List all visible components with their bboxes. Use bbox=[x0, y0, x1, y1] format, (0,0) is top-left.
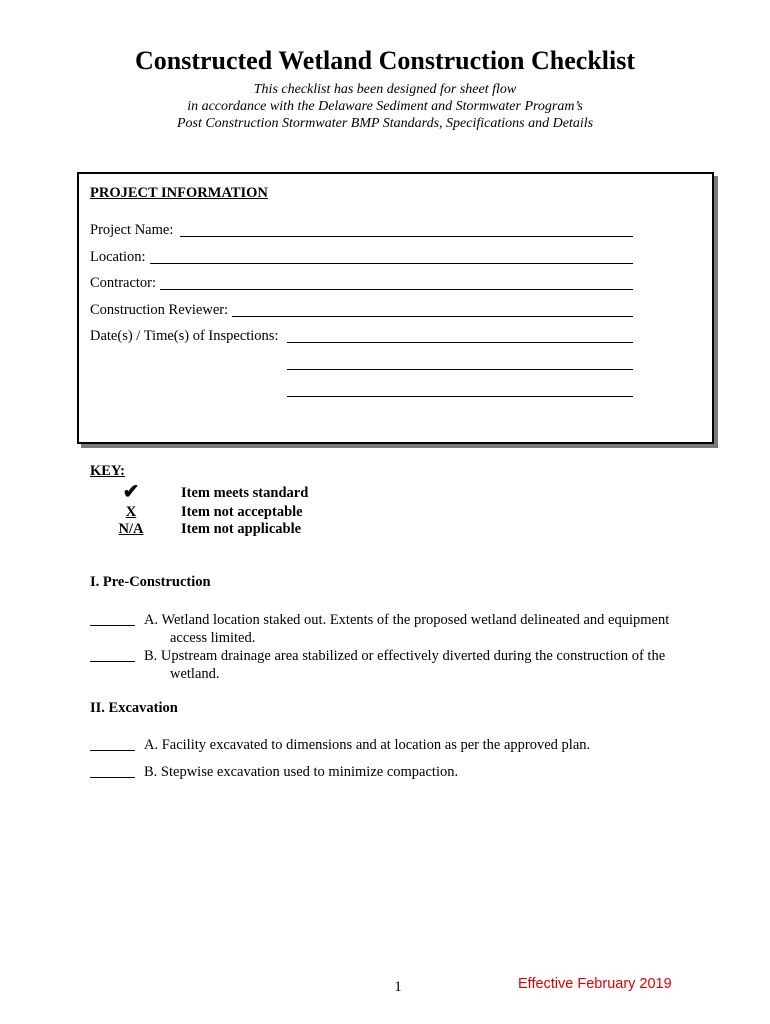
key-not-applicable: Item not applicable bbox=[181, 521, 302, 537]
check-blank-1a[interactable] bbox=[90, 625, 135, 626]
check-blank-2a[interactable] bbox=[90, 750, 135, 751]
project-information-heading: PROJECT INFORMATION bbox=[90, 185, 268, 201]
inspection-dates-field-1[interactable] bbox=[287, 342, 633, 343]
checklist-item-2a-line1: A. Facility excavated to dimensions and at location as per the approved plan. bbox=[144, 737, 591, 753]
location-label: Location: bbox=[90, 249, 146, 265]
checklist-item-2a bbox=[144, 736, 714, 754]
checkmark-icon: ✔ bbox=[122, 481, 140, 503]
contractor-field[interactable] bbox=[160, 289, 633, 290]
subtitle-line-3: Post Construction Stormwater BMP Standards, Specifications and Details bbox=[176, 116, 594, 131]
inspection-dates-field-2[interactable] bbox=[287, 369, 633, 370]
check-blank-1b[interactable] bbox=[90, 661, 135, 662]
contractor-label: Contractor: bbox=[90, 275, 157, 291]
key-symbol-na: N/A bbox=[118, 521, 144, 537]
checklist-item-1a-line1: A. Wetland location staked out. Extents of the proposed wetland delineated and equipment bbox=[144, 612, 670, 628]
checklist-item-1b-line2: wetland. bbox=[170, 666, 220, 682]
page-title: Constructed Wetland Construction Checklist bbox=[134, 46, 636, 75]
checklist-item-1b-line1: B. Upstream drainage area stabilized or effectively diverted during the construction of the bbox=[144, 648, 666, 664]
section-excavation-heading: II. Excavation bbox=[90, 700, 178, 716]
project-name-label: Project Name: bbox=[90, 222, 174, 238]
project-name-field[interactable] bbox=[180, 236, 633, 237]
inspection-dates-field-3[interactable] bbox=[287, 396, 633, 397]
subtitle-line-2: in accordance with the Delaware Sediment and Stormwater Program’s bbox=[187, 99, 583, 114]
page-number: 1 bbox=[394, 979, 402, 995]
location-field[interactable] bbox=[150, 263, 633, 264]
section-pre-construction-heading: I. Pre-Construction bbox=[90, 574, 211, 590]
checklist-item-2b-line1: B. Stepwise excavation used to minimize compaction. bbox=[144, 764, 459, 780]
key-symbol-x: X bbox=[125, 504, 137, 520]
checklist-item-1b bbox=[144, 647, 714, 683]
checklist-item-1a-line2: access limited. bbox=[170, 630, 256, 646]
construction-reviewer-label: Construction Reviewer: bbox=[90, 302, 229, 318]
key-not-acceptable: Item not acceptable bbox=[181, 504, 303, 520]
checklist-item-1a bbox=[144, 611, 714, 647]
key-meets-standard: Item meets standard bbox=[181, 485, 309, 501]
inspection-dates-label: Date(s) / Time(s) of Inspections: bbox=[90, 328, 279, 344]
checklist-item-2b bbox=[144, 763, 714, 781]
construction-reviewer-field[interactable] bbox=[232, 316, 633, 317]
effective-date: Effective February 2019 bbox=[518, 976, 672, 992]
check-blank-2b[interactable] bbox=[90, 777, 135, 778]
key-heading: KEY: bbox=[90, 463, 125, 479]
subtitle-line-1: This checklist has been designed for sheet flow bbox=[253, 82, 517, 97]
